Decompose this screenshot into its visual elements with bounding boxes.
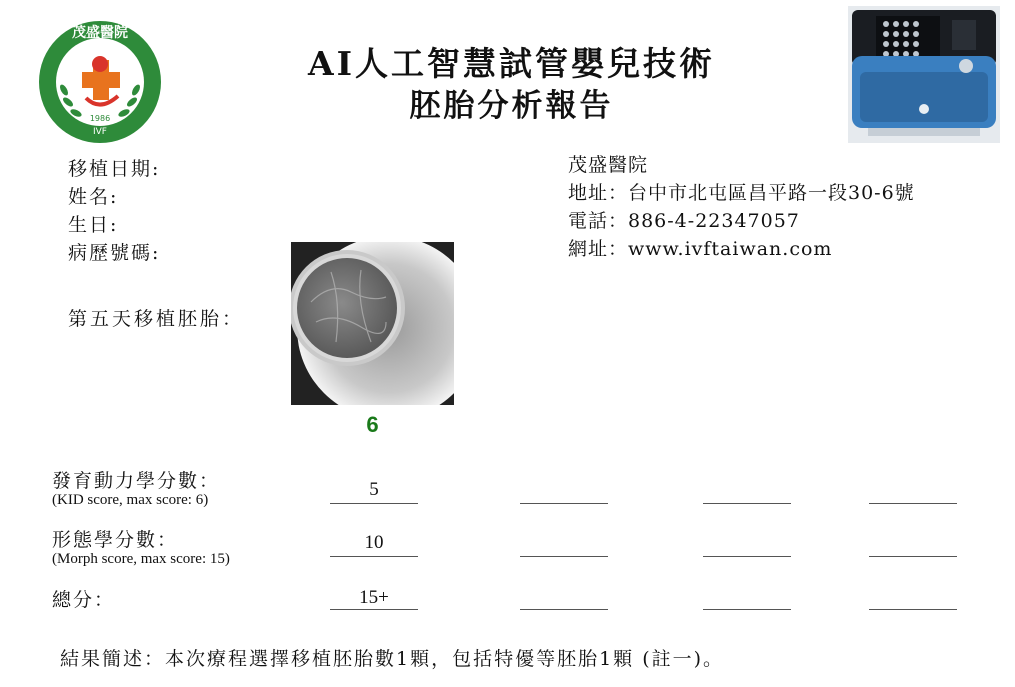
kid-score-sublabel: (KID score, max score: 6) [52, 492, 209, 508]
total-score-line-2 [520, 609, 608, 610]
total-score-line-4 [869, 609, 957, 610]
kid-score-value-1: 5 [369, 479, 379, 500]
morph-score-line-2 [520, 556, 608, 557]
morph-score-sublabel: (Morph score, max score: 15) [52, 551, 230, 567]
total-score-line-3 [703, 609, 791, 610]
clinic-address: 地址：台中市北屯區昌平路一段30-6號 [568, 182, 915, 204]
transfer-date-label: 移植日期: [68, 158, 161, 180]
logo-name-text: 茂盛醫院 [72, 25, 128, 41]
kid-score-line-1 [330, 503, 418, 504]
morph-score-label: 形態學分數： [52, 529, 179, 551]
morph-score-line-4 [869, 556, 957, 557]
kid-score-line-2 [520, 503, 608, 504]
record-number-label: 病歷號碼: [68, 242, 161, 264]
kid-score-line-4 [869, 503, 957, 504]
morph-score-line-1 [330, 556, 418, 557]
morph-score-line-3 [703, 556, 791, 557]
patient-name-label: 姓名: [68, 186, 119, 208]
clinic-website: 網址：www.ivftaiwan.com [568, 238, 833, 260]
clinic-name: 茂盛醫院 [568, 154, 649, 176]
clinic-phone: 電話：886-4-22347057 [568, 210, 800, 232]
total-score-line-1 [330, 609, 418, 610]
embryo-number: 6 [366, 412, 379, 437]
morph-score-value-1: 10 [364, 532, 384, 553]
incubator-device-image [848, 6, 1000, 143]
result-summary: 結果簡述：本次療程選擇移植胚胎數1顆，包括特優等胚胎1顆 (註一)。 [60, 648, 725, 670]
logo-year-text: 1986 [89, 114, 111, 123]
birthday-label: 生日: [68, 214, 119, 236]
kid-score-line-3 [703, 503, 791, 504]
report-subtitle: 胚胎分析報告 [409, 88, 614, 124]
logo-program-text: IVF [93, 127, 107, 137]
embryo-micrograph [291, 242, 454, 405]
total-score-label: 總分： [52, 589, 116, 611]
day5-embryo-label: 第五天移植胚胎： [68, 308, 245, 330]
kid-score-label: 發育動力學分數： [52, 470, 221, 492]
total-score-value-1: 15+ [359, 587, 389, 608]
report-title: AI人工智慧試管嬰兒技術 [307, 44, 716, 83]
